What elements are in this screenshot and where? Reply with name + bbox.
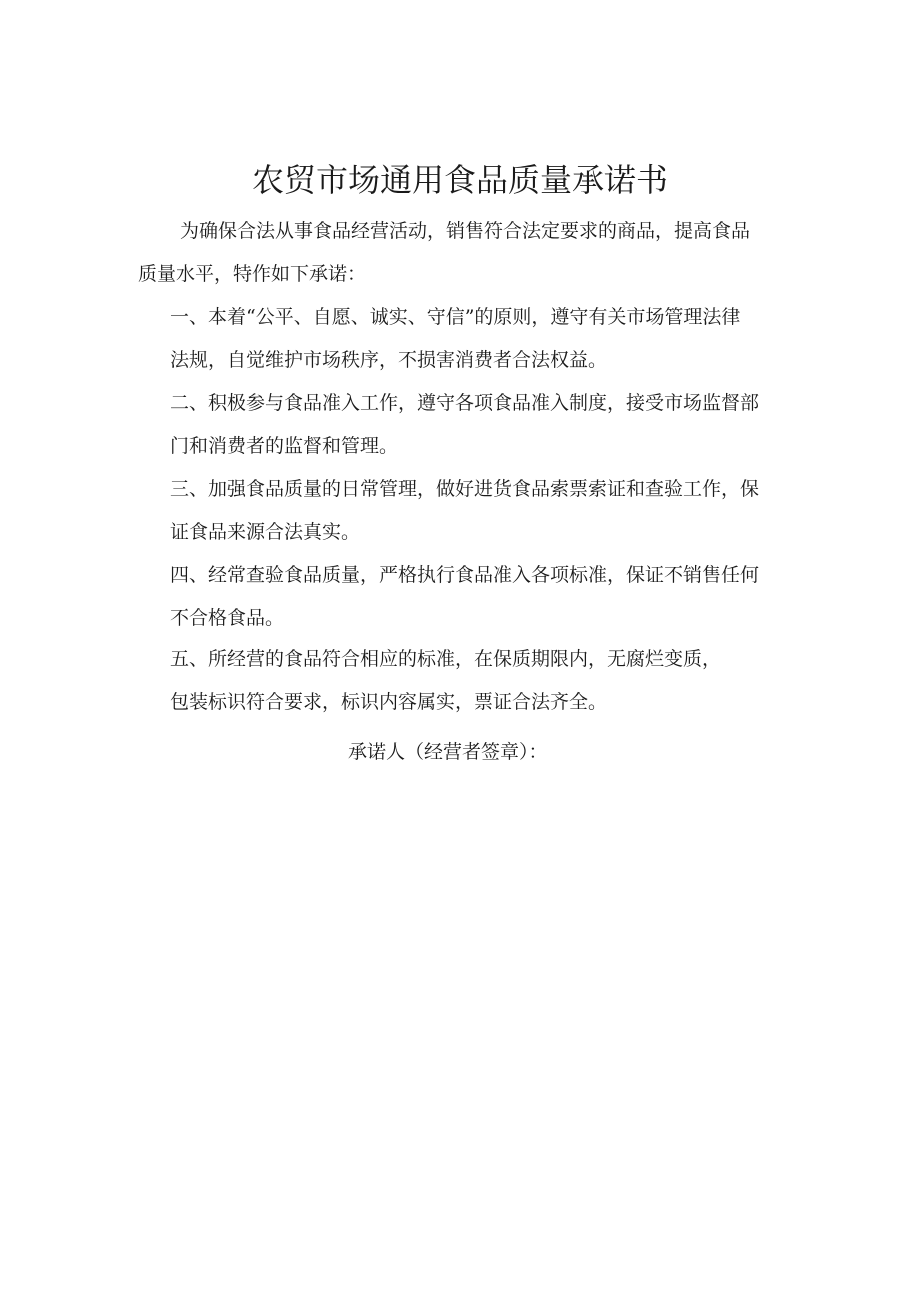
clause-1 bbox=[170, 296, 740, 382]
signature-label: 承诺人（经营者签章）： bbox=[348, 741, 548, 763]
clause-4-line-1: 四、经常查验食品质量，严格执行食品准入各项标准，保证不销售任何 bbox=[170, 564, 760, 586]
clause-4-line-2: 不合格食品。 bbox=[170, 607, 285, 629]
intro-line-2: 质量水平，特作如下承诺： bbox=[138, 263, 367, 285]
clause-3 bbox=[170, 468, 759, 554]
document-title: 农贸市场通用食品质量承诺书 bbox=[251, 161, 668, 199]
intro-line-1: 为确保合法从事食品经营活动，销售符合法定要求的商品，提高食品 bbox=[180, 220, 751, 242]
clause-2-line-2: 门和消费者的监督和管理。 bbox=[170, 435, 399, 457]
clause-5-line-2: 包装标识符合要求，标识内容属实，票证合法齐全。 bbox=[170, 691, 608, 713]
intro-paragraph bbox=[138, 210, 750, 296]
clause-3-line-1: 三、加强食品质量的日常管理，做好进货食品索票索证和查验工作，保 bbox=[170, 478, 760, 500]
clause-3-line-2: 证食品来源合法真实。 bbox=[170, 521, 361, 543]
clause-5-line-1: 五、所经营的食品符合相应的标准，在保质期限内，无腐烂变质， bbox=[170, 648, 722, 670]
clause-5 bbox=[170, 638, 721, 724]
clause-4 bbox=[170, 554, 759, 640]
clause-1-line-1: 一、本着“公平、自愿、诚实、守信”的原则，遵守有关市场管理法律 bbox=[170, 306, 741, 328]
clause-1-line-2: 法规，自觉维护市场秩序，不损害消费者合法权益。 bbox=[170, 349, 608, 371]
clause-2 bbox=[170, 382, 759, 468]
clause-2-line-1: 二、积极参与食品准入工作，遵守各项食品准入制度，接受市场监督部 bbox=[170, 392, 760, 414]
